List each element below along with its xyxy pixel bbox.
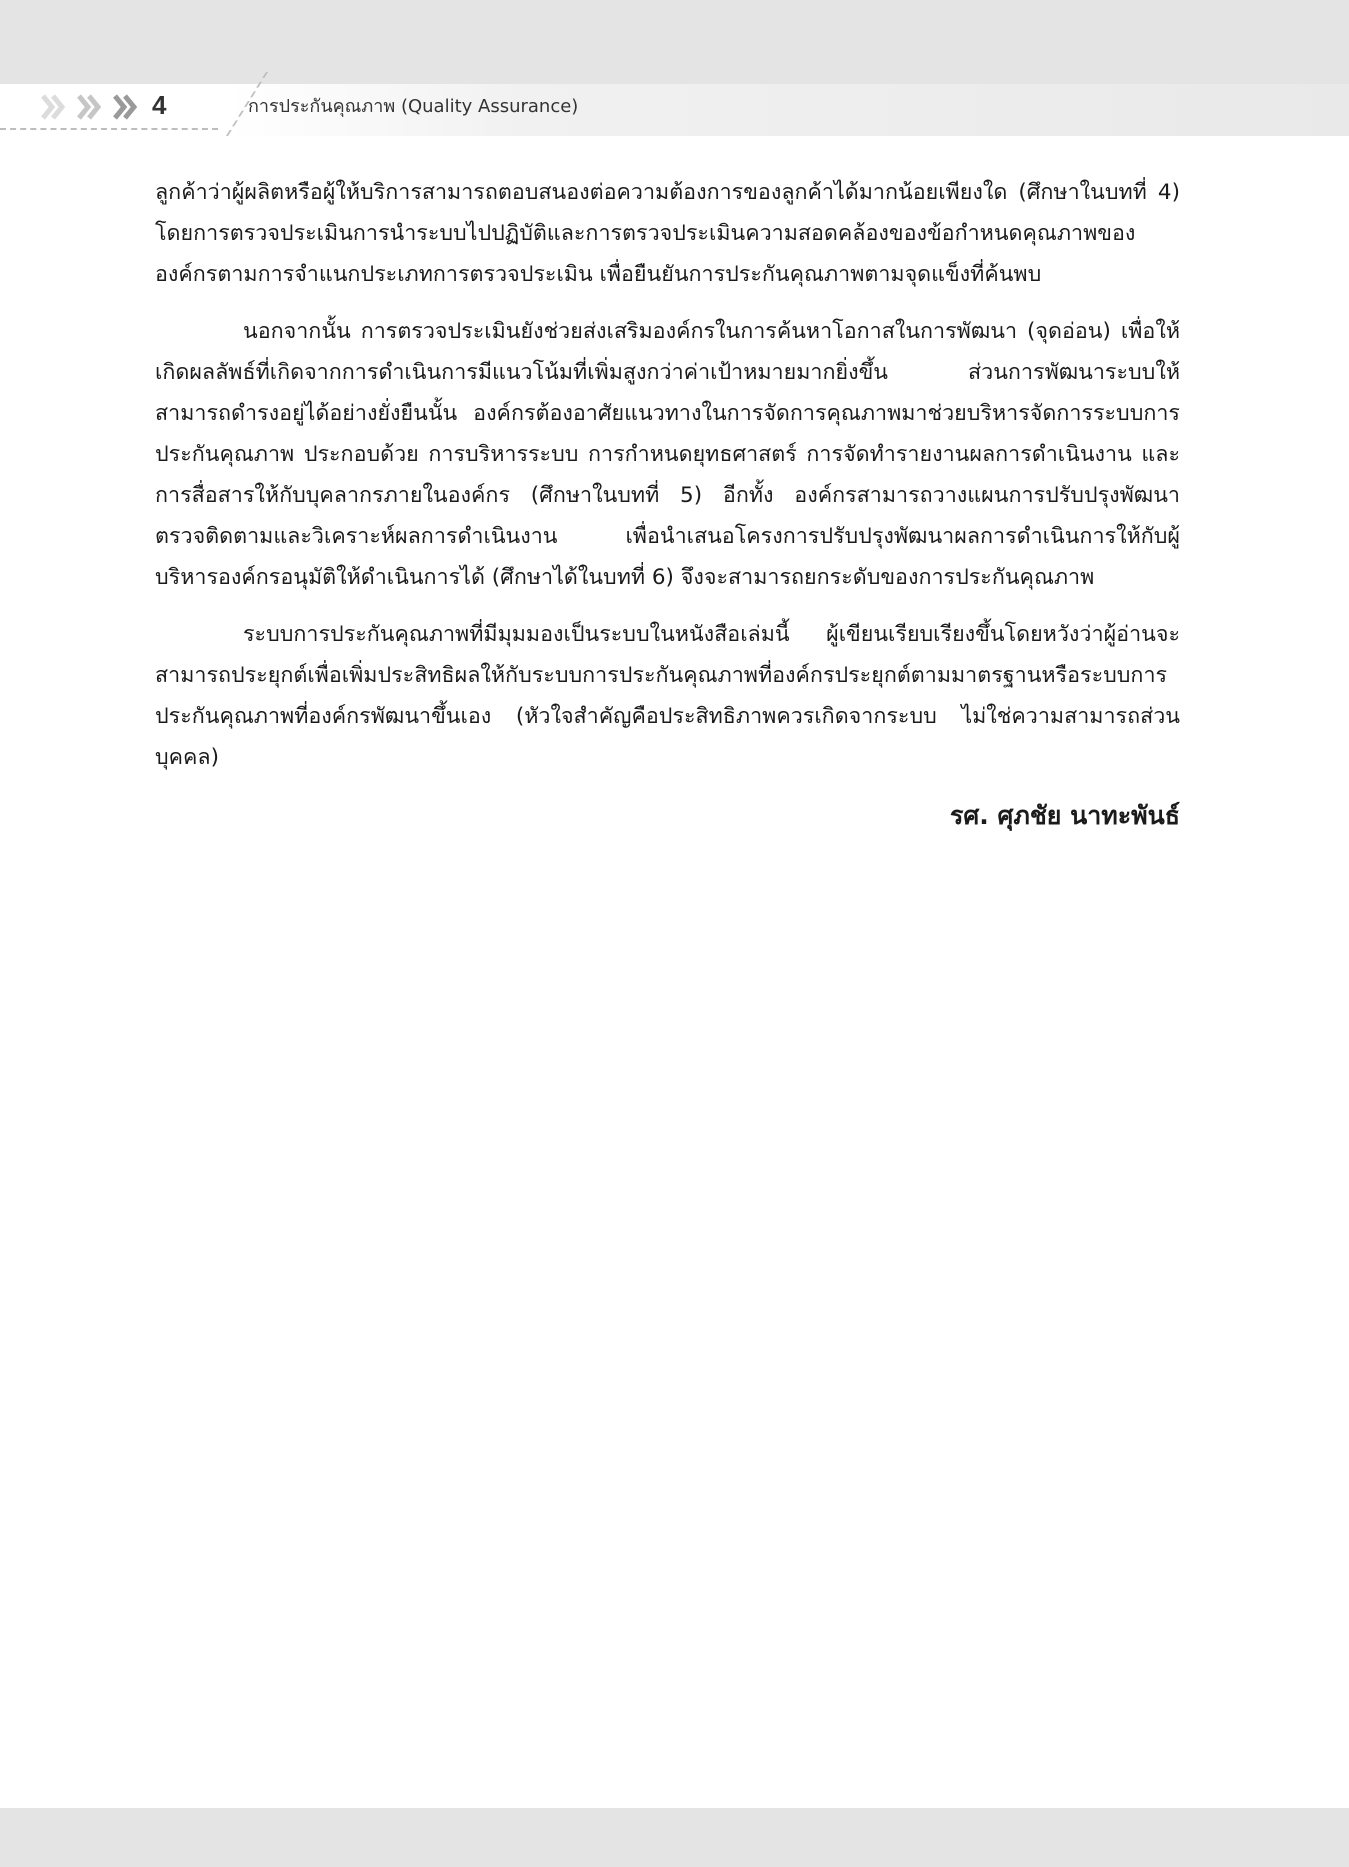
top-margin-band	[0, 0, 1349, 84]
chevron-right-icon	[38, 92, 68, 122]
header-dashed-rule	[0, 128, 218, 130]
paragraph: นอกจากนั้น การตรวจประเมินยังช่วยส่งเสริมองค์กรในการค้นหาโอกาสในการพัฒนา (จุดอ่อน) เพื่อให้เกิดผลลัพธ์ที่เกิดจากการดำเนินการมีแนวโน้มที่เพิ่มสูงกว่าค่าเป้าหมายมากยิ่งขึ้น ส่วนการพัฒนาระบบให้สามารถดำรงอยู่ได้อย่างยั่งยืนนั้น องค์กรต้องอาศัยแนวทางในการจัดการคุณภาพมาช่วยบริหารจัดการระบบการประกันคุณภาพ ประกอบด้วย การบริหารระบบ การกำหนดยุทธศาสตร์ การจัดทำรายงานผลการดำเนินงาน และการสื่อสารให้กับบุคลากรภายในองค์กร (ศึกษาในบทที่ 5) อีกทั้ง องค์กรสามารถวางแผนการปรับปรุงพัฒนา ตรวจติดตามและวิเคราะห์ผลการดำเนินงาน เพื่อนำเสนอโครงการปรับปรุงพัฒนาผลการดำเนินการให้กับผู้บริหารองค์กรอนุมัติให้ดำเนินการได้ (ศึกษาได้ในบทที่ 6) จึงจะสามารถยกระดับของการประกันคุณภาพ	[155, 319, 1180, 590]
paragraph: ระบบการประกันคุณภาพที่มีมุมมองเป็นระบบในหนังสือเล่มนี้ ผู้เขียนเรียบเรียงขึ้นโดยหวังว่าผู้อ่านจะสามารถประยุกต์เพื่อเพิ่มประสิทธิผลให้กับระบบการประกันคุณภาพที่องค์กรประยุกต์ตามมาตรฐานหรือระบบการประกันคุณภาพที่องค์กรพัฒนาขึ้นเอง (หัวใจสำคัญคือประสิทธิภาพควรเกิดจากระบบ ไม่ใช่ความสามารถส่วนบุคคล)	[155, 622, 1180, 770]
running-header-title: การประกันคุณภาพ (Quality Assurance)	[248, 96, 579, 117]
author-signature: รศ. ศุภชัย นาทะพันธ์	[949, 801, 1180, 830]
page-number: 4	[152, 90, 167, 120]
chevron-right-icon	[110, 92, 140, 122]
double-chevron-right-icon	[38, 90, 140, 124]
paragraph-continued: ลูกค้าว่าผู้ผลิตหรือผู้ให้บริการสามารถตอบสนองต่อความต้องการของลูกค้าได้มากน้อยเพียงใด (ศึกษาในบทที่ 4) โดยการตรวจประเมินการนำระบบไปปฏิบัติและการตรวจประเมินความสอดคล้องของข้อกำหนดคุณภาพขององค์กรตามการจำแนกประเภทการตรวจประเมิน เพื่อยืนยันการประกันคุณภาพตามจุดแข็งที่ค้นพบ	[155, 180, 1180, 287]
chevron-right-icon	[74, 92, 104, 122]
bottom-margin-band	[0, 1808, 1349, 1867]
page-body	[155, 172, 1180, 838]
